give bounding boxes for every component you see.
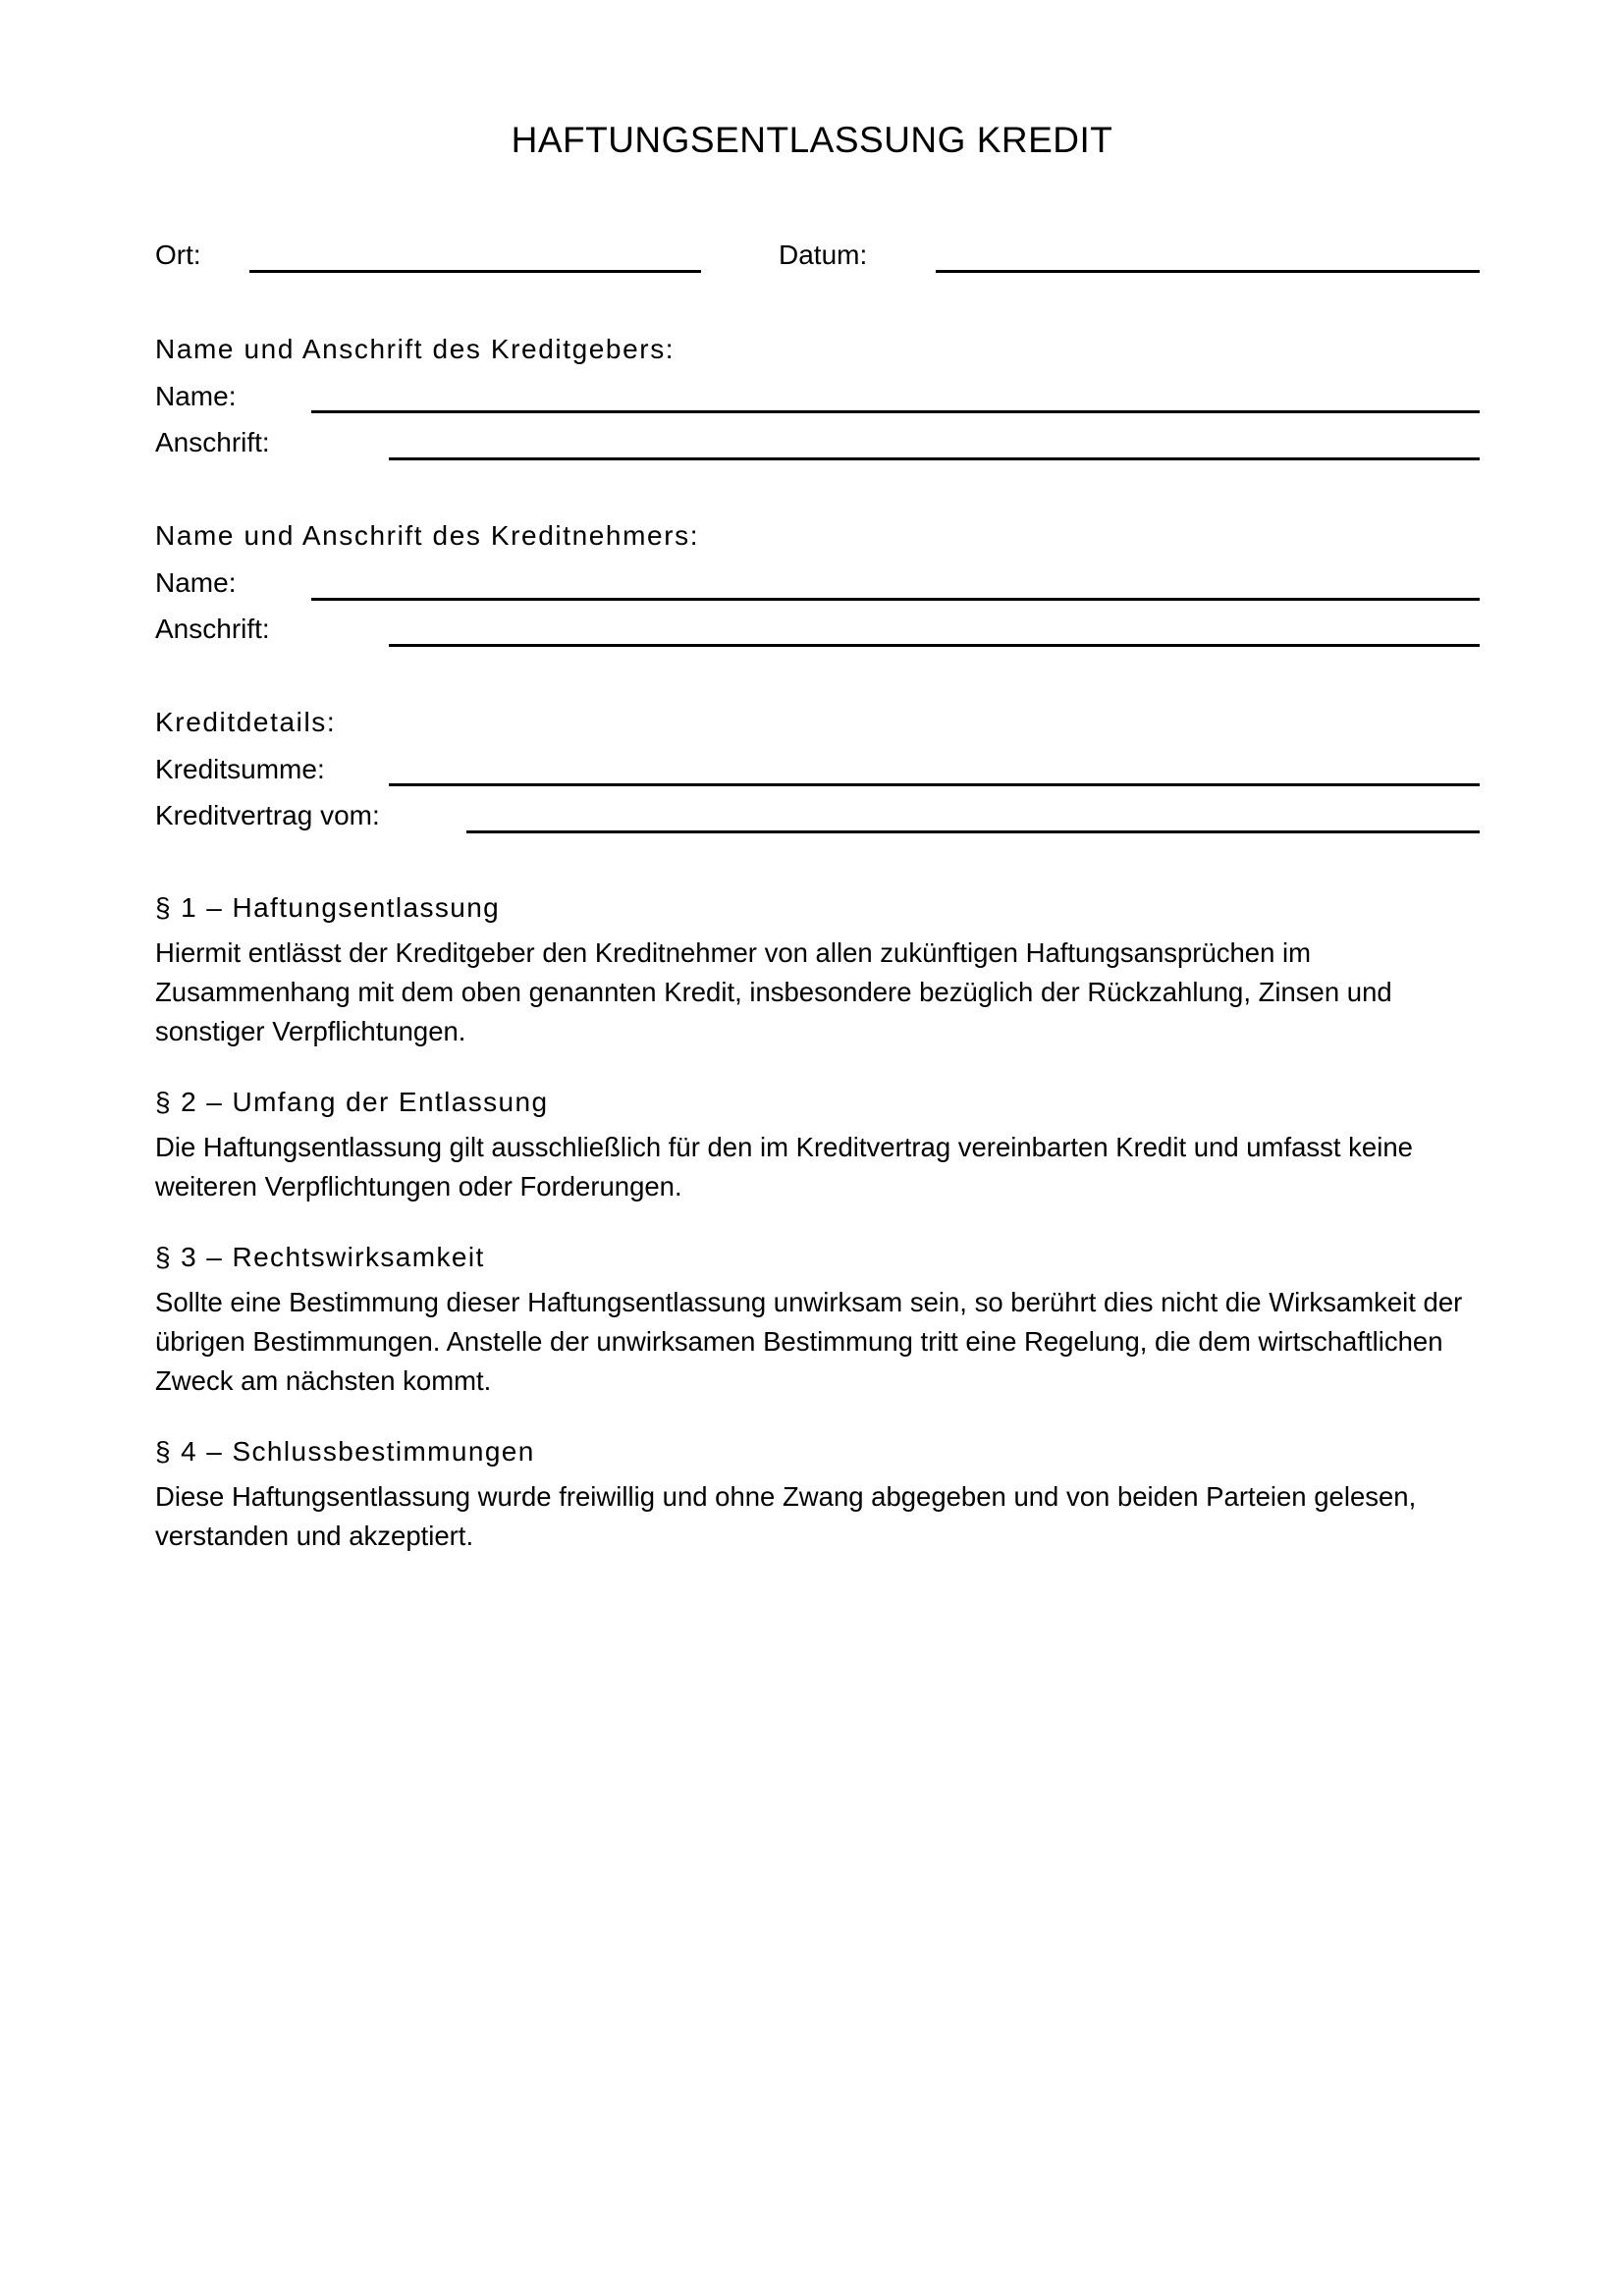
paragraph-3-heading: § 3 – Rechtswirksamkeit [155, 1242, 485, 1272]
paragraph-3-text: Sollte eine Bestimmung dieser Haftungsentlassung unwirksam sein, so berührt dies nicht die Wirksamkeit der übrigen Bestimmungen. Anstelle der unwirksamen Bestimmung tritt eine Regelung, die dem wirtschaftlichen Zweck am nächsten kommt. [155, 1287, 1463, 1396]
kreditgeber-name-field[interactable] [311, 410, 1480, 413]
kreditnehmer-anschrift-label: Anschrift: [155, 614, 270, 644]
paragraph-4-heading: § 4 – Schlussbestimmungen [155, 1436, 535, 1467]
kreditsumme-label: Kreditsumme: [155, 754, 325, 784]
datum-field[interactable] [936, 270, 1480, 273]
kreditgeber-anschrift-field[interactable] [389, 457, 1480, 460]
document-title: HAFTUNGSENTLASSUNG KREDIT [511, 120, 1113, 160]
kreditdetails-heading: Kreditdetails: [155, 707, 337, 737]
paragraph-2-text: Die Haftungsentlassung gilt ausschließlich für den im Kreditvertrag vereinbarten Kredit und umfasst keine weiteren Verpflichtungen oder Forderungen. [155, 1132, 1413, 1201]
kreditnehmer-name-field[interactable] [311, 598, 1480, 601]
kreditnehmer-name-label: Name: [155, 567, 237, 598]
kreditvertrag-label: Kreditvertrag vom: [155, 800, 380, 830]
kreditgeber-anschrift-label: Anschrift: [155, 427, 270, 457]
paragraph-4-text: Diese Haftungsentlassung wurde freiwillig und ohne Zwang abgegeben und von beiden Parteien gelesen, verstanden und akzeptiert. [155, 1481, 1417, 1551]
kreditvertrag-field[interactable] [466, 830, 1480, 833]
paragraph-1-text: Hiermit entlässt der Kreditgeber den Kreditnehmer von allen zukünftigen Haftungsansprüchen im Zusammenhang mit dem oben genannten Kredit, insbesondere bezüglich der Rückzahlung, Zinsen und sonstiger Verpflichtungen. [155, 937, 1392, 1046]
paragraph-1-heading: § 1 – Haftungsentlassung [155, 892, 501, 923]
kreditgeber-heading: Name und Anschrift des Kreditgebers: [155, 334, 676, 364]
datum-label: Datum: [779, 240, 868, 270]
ort-field[interactable] [249, 270, 701, 273]
kreditgeber-name-label: Name: [155, 381, 237, 411]
kreditnehmer-heading: Name und Anschrift des Kreditnehmers: [155, 520, 700, 551]
ort-label: Ort: [155, 240, 201, 270]
kreditnehmer-anschrift-field[interactable] [389, 644, 1480, 647]
paragraph-2-heading: § 2 – Umfang der Entlassung [155, 1087, 549, 1117]
kreditsumme-field[interactable] [389, 783, 1480, 786]
